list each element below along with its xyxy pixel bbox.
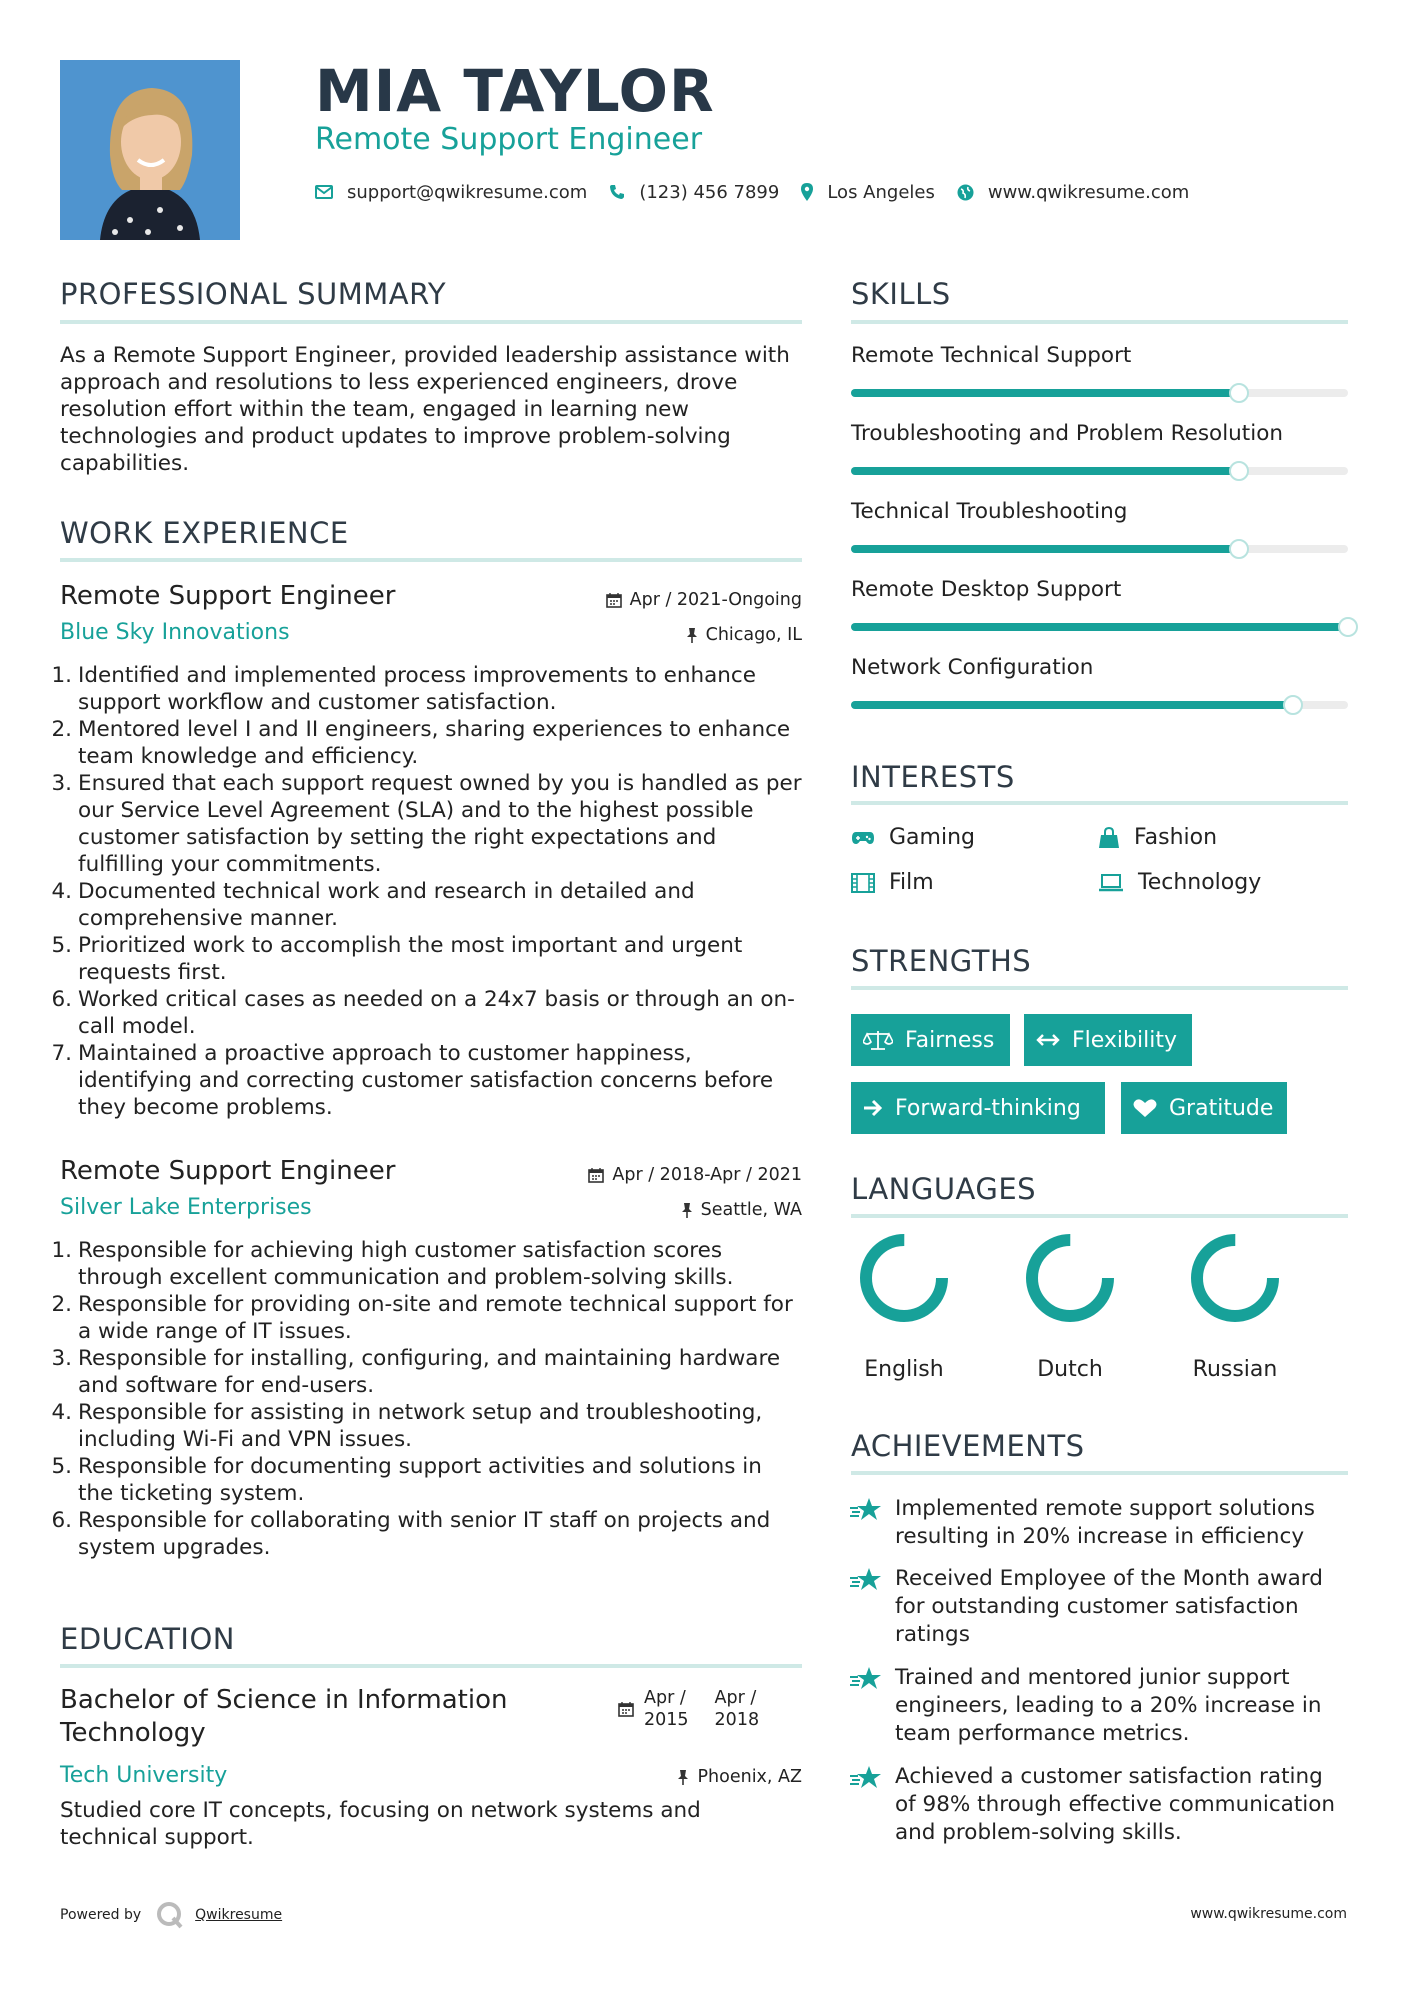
education-location xyxy=(677,1766,802,1788)
job-dates xyxy=(588,1164,802,1186)
shopping-bag-icon xyxy=(1098,827,1120,849)
email-text: support@qwikresume.com xyxy=(347,181,588,203)
skill-bar-fill xyxy=(851,701,1293,709)
strength-label: Forward-thinking xyxy=(895,1095,1081,1121)
achievement-item xyxy=(849,1763,1349,1847)
calendar-icon xyxy=(606,592,622,608)
phone-text: (123) 456 7899 xyxy=(639,181,780,203)
arrows-horizontal-icon xyxy=(1036,1033,1060,1047)
interest-label: Gaming xyxy=(889,825,975,850)
list-item: 3. Ensured that each support request owned by you is handled as per our Service Level Agreement (SLA) and to the highest possible customer satisfaction by setting the right expectations and fulfilling your commitments. xyxy=(51,771,802,877)
qwikresume-logo-icon xyxy=(155,1900,185,1930)
contact-phone[interactable] xyxy=(609,182,779,203)
experience-rule xyxy=(60,558,802,562)
interest-label: Fashion xyxy=(1134,825,1218,850)
skill-label: Technical Troubleshooting xyxy=(851,499,1128,524)
education-start xyxy=(644,1687,689,1731)
languages-heading: LANGUAGES xyxy=(851,1172,1037,1206)
job-location-text: Chicago, IL xyxy=(705,625,802,645)
globe-icon xyxy=(957,184,974,201)
achievement-item xyxy=(849,1495,1349,1551)
candidate-role: Remote Support Engineer xyxy=(315,122,703,157)
list-item: 5. Prioritized work to accomplish the most important and urgent requests first. xyxy=(51,933,743,985)
achievements-heading: ACHIEVEMENTS xyxy=(851,1429,1085,1463)
languages-rule xyxy=(851,1214,1348,1218)
list-item: 1. Identified and implemented process improvements to enhance support workflow and customer satisfaction. xyxy=(51,663,756,715)
footer-website-link[interactable]: www.qwikresume.com xyxy=(1190,1906,1347,1922)
skill-label: Remote Desktop Support xyxy=(851,577,1122,602)
language-label: Dutch xyxy=(1037,1357,1103,1382)
interest-technology xyxy=(1098,869,1261,897)
job-title: Remote Support Engineer xyxy=(60,581,396,611)
skill-bar-track xyxy=(851,623,1348,631)
skill-bar-fill xyxy=(851,389,1239,397)
end-month: Apr / xyxy=(714,1688,757,1708)
interest-label: Technology xyxy=(1138,870,1262,895)
skill-bar-track xyxy=(851,545,1348,553)
interest-fashion xyxy=(1098,824,1217,852)
skill-bar-knob xyxy=(1338,617,1358,637)
star-icon xyxy=(849,1567,883,1593)
interests-heading: INTERESTS xyxy=(851,760,1015,794)
school-name: Tech University xyxy=(60,1763,228,1788)
map-pin-icon xyxy=(801,183,813,201)
strength-label: Flexibility xyxy=(1072,1027,1177,1053)
job-title: Remote Support Engineer xyxy=(60,1156,396,1186)
star-icon xyxy=(849,1765,883,1791)
skill-bar-knob xyxy=(1229,539,1249,559)
calendar-icon xyxy=(618,1701,634,1717)
achievement-text: Implemented remote support solutions resulting in 20% increase in efficiency xyxy=(895,1496,1315,1549)
start-month: Apr / xyxy=(644,1688,686,1708)
job-dates-text: Apr / 2018-Apr / 2021 xyxy=(612,1165,802,1185)
skills-rule xyxy=(851,320,1348,324)
skill-bar-fill xyxy=(851,545,1239,553)
list-item: 1. Responsible for achieving high customer satisfaction scores through excellent communication and problem-solving skills. xyxy=(51,1238,734,1290)
company-name: Blue Sky Innovations xyxy=(60,620,290,645)
candidate-name: MIA TAYLOR xyxy=(315,57,715,125)
website-text: www.qwikresume.com xyxy=(987,181,1190,203)
strength-label: Fairness xyxy=(905,1027,995,1053)
language-level-ring xyxy=(854,1228,954,1328)
footer-powered-by xyxy=(60,1900,282,1930)
list-item: 4. Documented technical work and research in detailed and comprehensive manner. xyxy=(51,879,695,931)
pushpin-icon xyxy=(681,1202,693,1218)
pushpin-icon xyxy=(686,627,698,643)
gamepad-icon xyxy=(851,830,875,846)
profile-photo xyxy=(60,60,240,240)
job-location xyxy=(686,624,802,646)
skill-bar-fill xyxy=(851,623,1348,631)
achievement-item xyxy=(849,1565,1349,1649)
interest-gaming xyxy=(851,824,975,852)
strengths-rule xyxy=(851,986,1348,990)
job-dates xyxy=(606,589,802,611)
skill-bar-knob xyxy=(1283,695,1303,715)
contact-location xyxy=(801,182,935,203)
education-dates xyxy=(618,1687,759,1731)
contact-row xyxy=(315,178,1211,206)
interests-rule xyxy=(851,801,1348,805)
balance-scale-icon xyxy=(863,1029,893,1051)
heart-icon xyxy=(1133,1098,1157,1118)
contact-website[interactable] xyxy=(957,182,1189,203)
list-item: 6. Worked critical cases as needed on a 24x7 basis or through an on-call model. xyxy=(51,987,795,1039)
end-year: 2018 xyxy=(714,1710,760,1730)
achievement-text: Trained and mentored junior support engineers, leading to a 20% increase in team performance metrics. xyxy=(895,1665,1322,1746)
skill-bar-track xyxy=(851,701,1348,709)
list-item: 5. Responsible for documenting support activities and solutions in the ticketing system. xyxy=(51,1454,762,1506)
pushpin-icon xyxy=(677,1769,689,1785)
strength-badge-fairness xyxy=(851,1014,1010,1066)
star-icon xyxy=(849,1497,883,1523)
skill-label: Troubleshooting and Problem Resolution xyxy=(851,421,1283,446)
laptop-icon xyxy=(1098,874,1124,892)
achievements-rule xyxy=(851,1471,1348,1475)
strength-label: Gratitude xyxy=(1169,1095,1274,1121)
achievement-item xyxy=(849,1664,1349,1748)
list-item: 2. Responsible for providing on-site and remote technical support for a wide range of IT issues. xyxy=(51,1292,793,1344)
arrow-right-icon xyxy=(863,1099,883,1117)
degree-title: Bachelor of Science in Information Technology xyxy=(60,1685,508,1748)
footer-brand-link[interactable]: Qwikresume xyxy=(195,1907,283,1923)
list-item: 6. Responsible for collaborating with senior IT staff on projects and system upgrades. xyxy=(51,1508,771,1560)
interest-film xyxy=(851,869,934,897)
list-item: 7. Maintained a proactive approach to customer happiness, identifying and correcting customer satisfaction concerns before they become problems. xyxy=(51,1041,774,1120)
education-heading: EDUCATION xyxy=(60,1622,236,1656)
job-location-text: Seattle, WA xyxy=(700,1200,802,1220)
language-level-ring xyxy=(1185,1228,1285,1328)
skill-bar-fill xyxy=(851,467,1239,475)
language-level-ring xyxy=(1020,1228,1120,1328)
job-bullet-list xyxy=(50,1237,802,1561)
skill-bar-knob xyxy=(1229,383,1249,403)
job-bullet-list xyxy=(50,662,802,1121)
phone-icon xyxy=(609,184,625,200)
film-icon xyxy=(851,873,875,893)
location-text: Los Angeles xyxy=(827,181,935,203)
company-name: Silver Lake Enterprises xyxy=(60,1195,312,1220)
skills-heading: SKILLS xyxy=(851,277,951,311)
experience-heading: WORK EXPERIENCE xyxy=(60,516,349,550)
education-location-text: Phoenix, AZ xyxy=(697,1767,802,1787)
education-rule xyxy=(60,1664,802,1668)
summary-text: As a Remote Support Engineer, provided leadership assistance with approach and resolutions to less experienced engineers, drove resolution effort within the team, engaged in learning new technologies and product updates to improve problem-solving capabilities. xyxy=(60,343,790,476)
job-dates-text: Apr / 2021-Ongoing xyxy=(629,590,802,610)
contact-email[interactable] xyxy=(315,182,587,203)
start-year: 2015 xyxy=(644,1710,689,1730)
powered-by-label: Powered by xyxy=(60,1907,142,1923)
language-label: Russian xyxy=(1192,1357,1278,1382)
strength-badge-flexibility xyxy=(1024,1014,1192,1066)
education-end xyxy=(715,1687,760,1731)
strengths-heading: STRENGTHS xyxy=(851,944,1032,978)
summary-rule xyxy=(60,320,802,324)
skill-label: Network Configuration xyxy=(851,655,1094,680)
list-item: 2. Mentored level I and II engineers, sharing experiences to enhance team knowledge and efficiency. xyxy=(51,717,791,769)
calendar-icon xyxy=(588,1167,604,1183)
interest-label: Film xyxy=(889,870,934,895)
skill-bar-track xyxy=(851,389,1348,397)
summary-heading: PROFESSIONAL SUMMARY xyxy=(60,277,447,311)
strength-badge-forward-thinking xyxy=(851,1082,1105,1134)
envelope-icon xyxy=(315,185,333,199)
star-icon xyxy=(849,1666,883,1692)
skill-label: Remote Technical Support xyxy=(851,343,1132,368)
skill-bar-knob xyxy=(1229,461,1249,481)
achievement-text: Achieved a customer satisfaction rating of 98% through effective communication and problem-solving skills. xyxy=(895,1764,1336,1845)
skill-bar-track xyxy=(851,467,1348,475)
list-item: 3. Responsible for installing, configuring, and maintaining hardware and software for end-users. xyxy=(51,1346,781,1398)
language-label: English xyxy=(864,1357,944,1382)
job-location xyxy=(681,1199,802,1221)
education-description: Studied core IT concepts, focusing on network systems and technical support. xyxy=(60,1798,701,1850)
strength-badge-gratitude xyxy=(1121,1082,1287,1134)
list-item: 4. Responsible for assisting in network setup and troubleshooting, including Wi-Fi and VPN issues. xyxy=(51,1400,763,1452)
achievement-text: Received Employee of the Month award for outstanding customer satisfaction ratings xyxy=(895,1566,1323,1647)
